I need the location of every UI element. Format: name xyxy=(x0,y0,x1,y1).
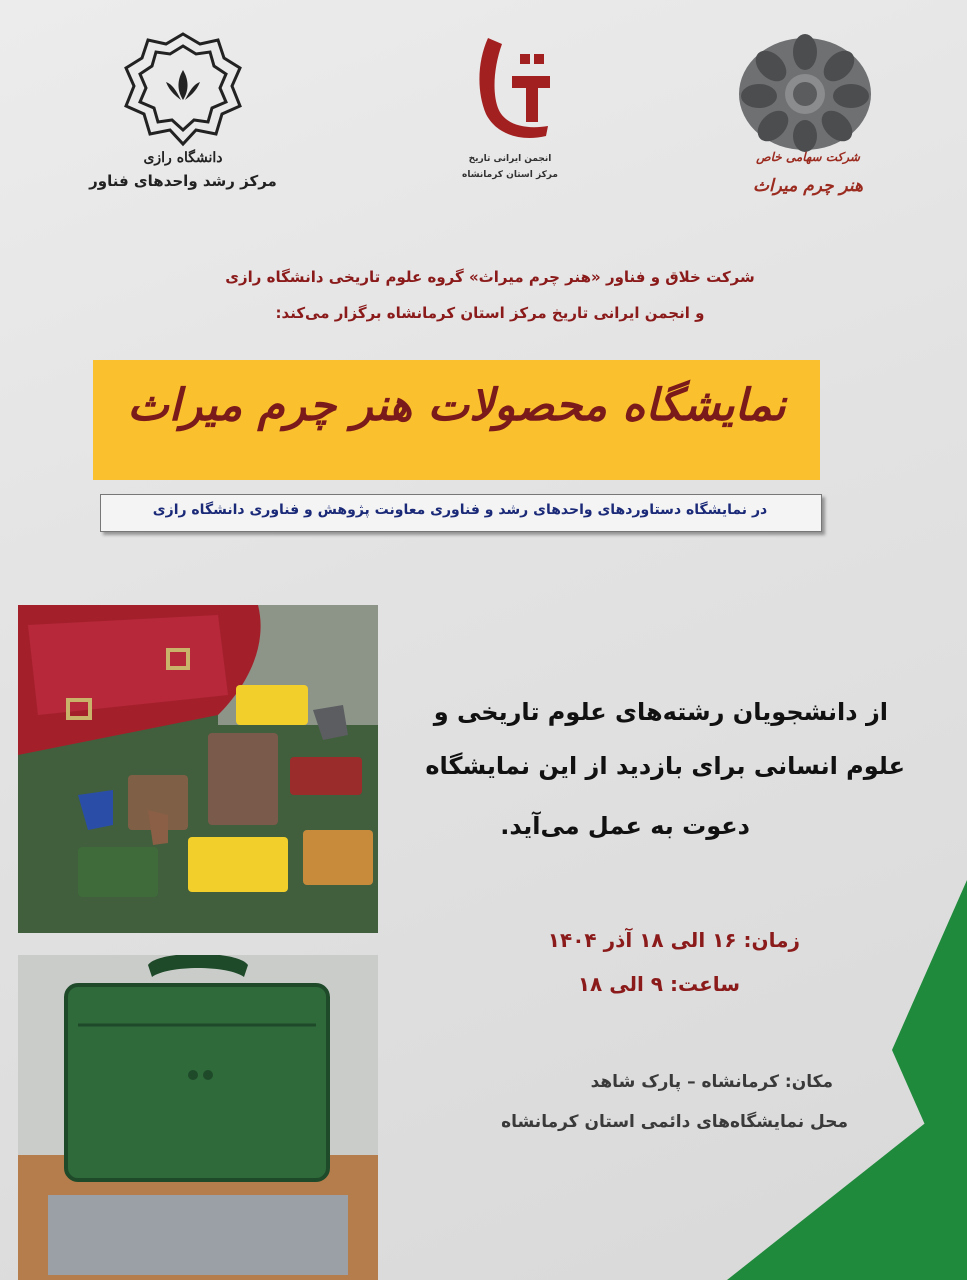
event-venue: محل نمایشگاه‌های دائمی استان کرمانشاه xyxy=(501,1112,848,1132)
history-association-name: انجمن ایرانی تاریخ xyxy=(468,154,552,164)
invitation-line-2: علوم انسانی برای بازدید از این نمایشگاه xyxy=(425,752,905,780)
event-location: مکان: کرمانشاه – پارک شاهد xyxy=(590,1072,833,1092)
company-type: شرکت سهامی خاص xyxy=(756,150,860,164)
leather-products-photo xyxy=(18,605,378,933)
invitation-line-3: دعوت به عمل می‌آید. xyxy=(500,812,750,840)
intro-line-2: و انجمن ایرانی تاریخ مرکز استان کرمانشاه برگزار می‌کند: xyxy=(275,304,705,322)
event-date: زمان: ۱۶ الی ۱۸ آذر ۱۴۰۴ xyxy=(547,928,800,952)
history-association-logo xyxy=(458,30,558,148)
razi-university-logo xyxy=(118,30,248,148)
intro-line-1: شرکت خلاق و فناور «هنر چرم میراث» گروه علوم تاریخی دانشگاه رازی xyxy=(225,268,755,286)
razi-university-name: دانشگاه رازی xyxy=(143,150,223,166)
green-bag-photo xyxy=(18,955,378,1280)
leather-heritage-logo xyxy=(735,30,875,152)
invitation-line-1: از دانشجویان رشته‌های علوم تاریخی و xyxy=(433,698,888,726)
event-time: ساعت: ۹ الی ۱۸ xyxy=(577,972,740,996)
company-name: هنر چرم میراث xyxy=(752,176,864,196)
incubator-name: مرکز رشد واحدهای فناور xyxy=(89,172,277,190)
exhibition-title: نمایشگاه محصولات هنر چرم میراث xyxy=(127,380,786,431)
subtitle-text: در نمایشگاه دستاوردهای واحدهای رشد و فناوری معاونت پژوهش و فناوری دانشگاه رازی xyxy=(152,502,768,518)
history-association-branch: مرکز استان کرمانشاه xyxy=(462,170,558,180)
